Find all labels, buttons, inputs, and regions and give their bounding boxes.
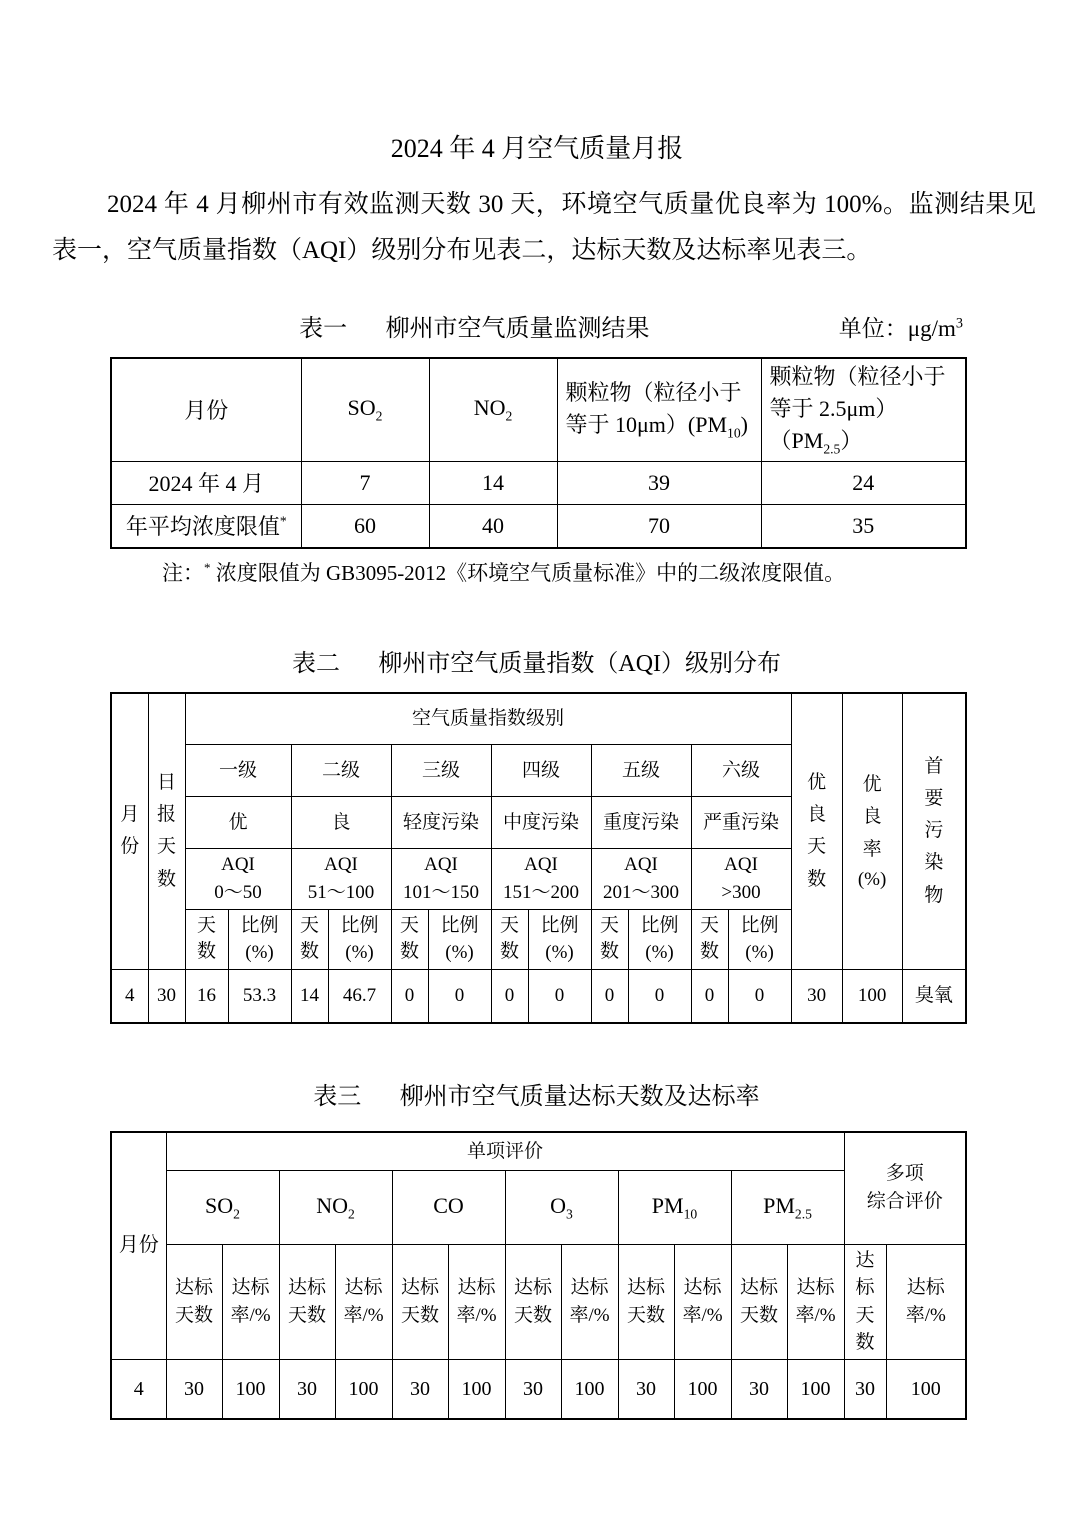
table2-level-name-4: 中度污染 (491, 797, 591, 849)
table1-cell-limit-pm25: 35 (761, 504, 966, 548)
table1-caption-row (110, 308, 963, 343)
table3-caption-title: 柳州市空气质量达标天数及达标率 (399, 1084, 760, 1111)
table3-pollutant-pm10: $PM_{10}$ (618, 1170, 731, 1244)
table3-sub-rate: 达标 率/% (886, 1244, 966, 1359)
table2-sub-days: 天数 (391, 909, 428, 969)
table2-header-primary-pollutant: 首要污染物 (902, 693, 966, 969)
table2-sub-days: 天数 (491, 909, 528, 969)
table1-cell-so2: 7 (301, 461, 429, 504)
table3-sub-days: 达标 天数 (279, 1244, 335, 1359)
table3-cell: 100 (448, 1359, 505, 1419)
table3-cell: 100 (886, 1359, 966, 1419)
table2-aqi-distribution (110, 692, 967, 1024)
table3-sub-rate: 达标 率/% (448, 1244, 505, 1359)
table1-cell-limit-so2: 60 (301, 504, 429, 548)
table2-cell: 14 (291, 969, 328, 1023)
table2-cell: 30 (148, 969, 185, 1023)
table3-header-month: 月份 (111, 1132, 166, 1359)
table3-pollutant-co: CO (392, 1170, 505, 1244)
table3-cell: 100 (674, 1359, 731, 1419)
table2-cell: 4 (111, 969, 148, 1023)
table3-data-row (111, 1359, 966, 1419)
table2-caption-title: 柳州市空气质量指数（AQI）级别分布 (378, 650, 782, 677)
doc-paragraph: 2024 年 4 月柳州市有效监测天数 30 天，环境空气质量优良率为 100%。监测结果见表一，空气质量指数（AQI）级别分布见表二，达标天数及达标率见表三。 (52, 191, 1036, 264)
table3-pollutant-pm25: $PM_{2.5}$ (731, 1170, 844, 1244)
table3-header-single: 单项评价 (166, 1132, 844, 1170)
table2-cell: 100 (842, 969, 902, 1023)
table2-sub-days: 天数 (291, 909, 328, 969)
table2-level-5: 五级 (591, 745, 691, 797)
doc-title: 2024 年 4 月空气质量月报 (390, 134, 684, 163)
table2-level-3: 三级 (391, 745, 491, 797)
table2-cell: 0 (628, 969, 691, 1023)
table3-cell: 30 (844, 1359, 886, 1419)
table3-sub-days: 达标 天数 (392, 1244, 448, 1359)
table2-sub-days: 天数 (185, 909, 228, 969)
table2-header-month: 月份 (111, 693, 148, 969)
table3-cell: 30 (618, 1359, 674, 1419)
table1-note: 注：* 浓度限值为 GB3095-2012《环境空气质量标准》中的二级浓度限值。 (162, 559, 846, 585)
table1-header-row (111, 358, 966, 461)
table2-level-6: 六级 (691, 745, 791, 797)
table2-aqi-range-4: AQI 151～200 (491, 849, 591, 909)
table3-cell: 30 (166, 1359, 222, 1419)
table2-sub-ratio: 比例 (%) (228, 909, 291, 969)
table2-cell: 0 (491, 969, 528, 1023)
table3-pollutant-o3: $O_3$ (505, 1170, 618, 1244)
table2-cell: 0 (728, 969, 791, 1023)
table3-pollutant-so2: $SO_2$ (166, 1170, 279, 1244)
table2-header-group: 空气质量指数级别 (185, 693, 791, 745)
table2-cell: 30 (791, 969, 842, 1023)
table2-cell: 53.3 (228, 969, 291, 1023)
table2-cell-primary: 臭氧 (902, 969, 966, 1023)
table2-sub-ratio: 比例 (%) (628, 909, 691, 969)
table2-level-2: 二级 (291, 745, 391, 797)
table1-cell-no2: 14 (429, 461, 557, 504)
table3-cell: 30 (279, 1359, 335, 1419)
table1-cell-limit-label: 年平均浓度限值* (111, 504, 301, 548)
table3-pollutant-no2: $NO_2$ (279, 1170, 392, 1244)
table2-sub-ratio: 比例 (%) (728, 909, 791, 969)
content-area (110, 308, 963, 1420)
table1-unit-label: 单位：$\mu g/m^3$ (838, 315, 963, 341)
table3-cell: 100 (561, 1359, 618, 1419)
table1-cell-month: 2024 年 4 月 (111, 461, 301, 504)
table2-header-daily-days: 日报天数 (148, 693, 185, 969)
table3-cell: 100 (222, 1359, 279, 1419)
table2-sub-ratio: 比例 (%) (528, 909, 591, 969)
table2-cell: 16 (185, 969, 228, 1023)
table1-header-pm10: 颗粒物（粒径小于等于 $10\mu m)(PM_{10})$ (557, 358, 761, 461)
table3-sub-days: 达标 天数 (618, 1244, 674, 1359)
table2-level-name-1: 优 (185, 797, 291, 849)
table3-sub-rate: 达标 率/% (222, 1244, 279, 1359)
table2-header-row1 (111, 693, 966, 745)
table2-aqi-range-6: AQI >300 (691, 849, 791, 909)
table2-cell: 46.7 (328, 969, 391, 1023)
table2-aqi-range-2: AQI 51～100 (291, 849, 391, 909)
table2-level-name-6: 严重污染 (691, 797, 791, 849)
table2-cell: 0 (428, 969, 491, 1023)
table3-header-row1 (111, 1132, 966, 1170)
table2-sub-days: 天数 (691, 909, 728, 969)
table1-cell-pm25: 24 (761, 461, 966, 504)
table2-header-good-rate: 优良率 (%) (842, 693, 902, 969)
table2-sub-ratio: 比例 (%) (328, 909, 391, 969)
table1-header-pm25: 颗粒物（粒径小于等于 $2.5\mu m)(PM_{2.5})$ (761, 358, 966, 461)
table2-level-name-3: 轻度污染 (391, 797, 491, 849)
table2-level-name-5: 重度污染 (591, 797, 691, 849)
table3-header-pollutants (111, 1170, 966, 1244)
table3-sub-rate: 达标 率/% (787, 1244, 844, 1359)
table3-cell: 30 (505, 1359, 561, 1419)
table1-header-so2: $SO_2$ (301, 358, 429, 461)
table3-sub-days: 达标 天数 (505, 1244, 561, 1359)
table3-sub-rate: 达标 率/% (561, 1244, 618, 1359)
table2-cell: 0 (528, 969, 591, 1023)
table1-cell-limit-pm10: 70 (557, 504, 761, 548)
table2-sub-ratio: 比例 (%) (428, 909, 491, 969)
table1-monitoring-results (110, 357, 967, 549)
table1-caption-title: 柳州市空气质量监测结果 (385, 316, 650, 342)
table2-data-row (111, 969, 966, 1023)
table2-aqi-range-3: AQI 101～150 (391, 849, 491, 909)
table3-sub-days: 达标 天数 (166, 1244, 222, 1359)
table3-header-multi: 多项 综合评价 (844, 1132, 966, 1244)
table3-sub-rate: 达标 率/% (674, 1244, 731, 1359)
table3-compliance (110, 1131, 967, 1420)
table3-caption (110, 1076, 963, 1111)
table2-caption-label: 表二 (291, 650, 340, 677)
table2-level-4: 四级 (491, 745, 591, 797)
table3-sub-days: 达标 天数 (731, 1244, 787, 1359)
table1-header-no2: $NO_2$ (429, 358, 557, 461)
table2-aqi-range-1: AQI 0～50 (185, 849, 291, 909)
table3-cell: 100 (335, 1359, 392, 1419)
table3-header-subcols (111, 1244, 966, 1359)
table2-cell: 0 (391, 969, 428, 1023)
table3-sub-days: 达标 天数 (844, 1244, 886, 1359)
table1-caption-label: 表一 (299, 316, 348, 342)
table2-level-name-2: 良 (291, 797, 391, 849)
table1-caption (110, 308, 839, 343)
table1-row-april (111, 461, 966, 504)
table3-cell: 100 (787, 1359, 844, 1419)
table2-header-good-days: 优良天数 (791, 693, 842, 969)
table2-caption (110, 643, 963, 678)
table2-cell: 0 (691, 969, 728, 1023)
table1-row-limit (111, 504, 966, 548)
table2-cell: 0 (591, 969, 628, 1023)
table3-caption-label: 表三 (313, 1084, 362, 1111)
table1-cell-pm10: 39 (557, 461, 761, 504)
table1-cell-limit-no2: 40 (429, 504, 557, 548)
table2-sub-days: 天数 (591, 909, 628, 969)
table3-sub-rate: 达标 率/% (335, 1244, 392, 1359)
table2-aqi-range-5: AQI 201～300 (591, 849, 691, 909)
table1-header-month: 月份 (111, 358, 301, 461)
table2-level-1: 一级 (185, 745, 291, 797)
table3-cell: 30 (731, 1359, 787, 1419)
table3-cell: 4 (111, 1359, 166, 1419)
table3-cell: 30 (392, 1359, 448, 1419)
